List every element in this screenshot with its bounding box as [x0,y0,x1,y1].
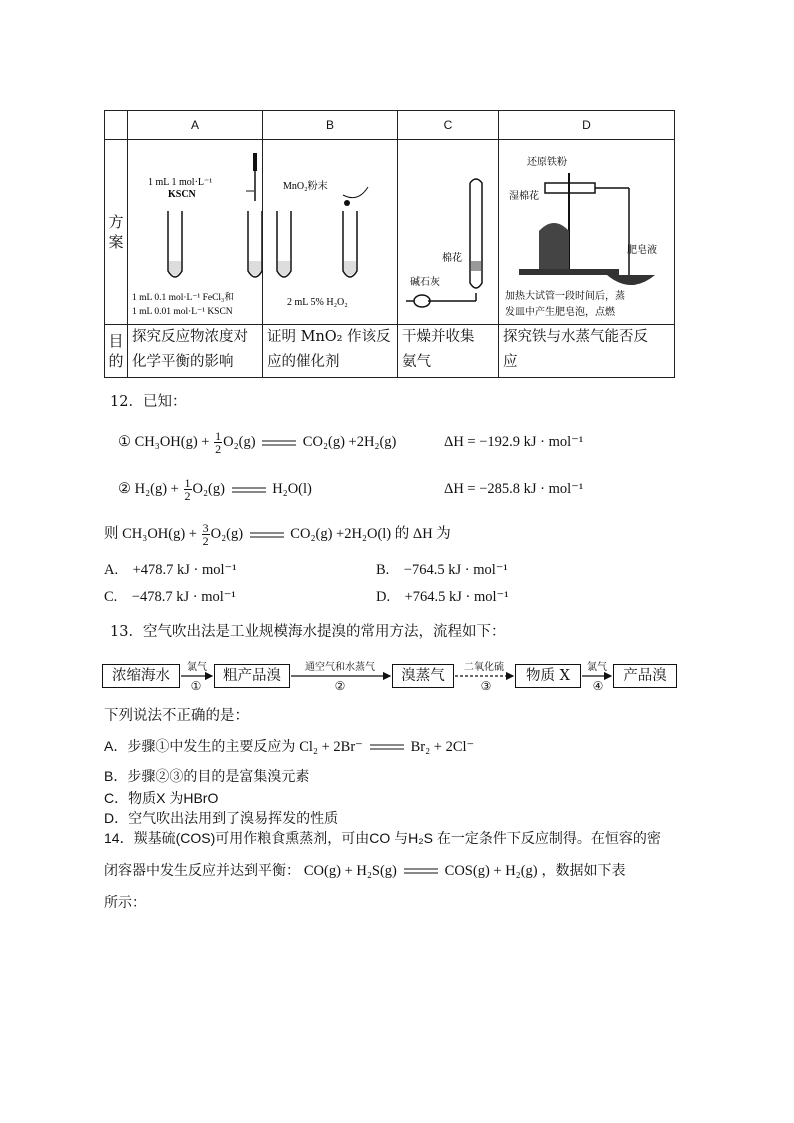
header-d: D [499,111,675,140]
step-2-label: ② [334,679,346,693]
ammonia-collection-figure [398,143,498,321]
arrow-4-top: 氯气 [587,662,607,673]
a-top-label-2: KSCN [168,189,196,201]
flow-box-5: 产品溴 [613,664,677,688]
q12-option-b[interactable]: B. −764.5 kJ · mol⁻¹ [376,562,508,578]
purpose-d: 探究铁与水蒸气能否反 应 [499,325,675,378]
q13-option-c[interactable]: C．物质X 为HBrO [104,790,219,806]
evaporating-dish-icon [607,275,655,285]
soap-label: 肥皂液 [627,245,657,257]
dropper-icon [253,153,257,171]
flow-box-3: 溴蒸气 [392,664,454,688]
q13-title: 13．空气吹出法是工业规模海水提溴的常用方法，流程如下： [110,624,506,640]
flow-box-4: 物质 X [515,664,581,688]
step-1-label: ① [190,679,202,693]
q14-line-1: 14．羰基硫(COS)可用作粮食熏蒸剂，可由CO 与H₂S 在一定条件下反应制得。在恒容的密 [104,830,661,846]
purpose-b: 证明 MnO₂ 作该反 应的催化剂 [263,325,398,378]
iron-powder-label: 还原铁粉 [527,157,567,169]
flow-arrows [0,660,794,700]
powder-icon [344,200,350,206]
purpose-label: 目 的 [105,325,128,378]
q12-dh-1: ΔH = −192.9 kJ · mol⁻¹ [444,434,584,450]
a-top-label: 1 mL 1 mol·L⁻¹ [148,177,213,189]
b-bottom-label: 2 mL 5% H₂O₂ [287,297,348,309]
scheme-c-cell [398,140,499,325]
test-tubes-b-figure [263,143,397,321]
soda-lime-label: 碱石灰 [410,277,440,289]
q12-option-a[interactable]: A. +478.7 kJ · mol⁻¹ [104,562,237,578]
flow-box-1: 浓缩海水 [102,664,180,688]
drying-tube-icon [414,295,430,307]
iron-stand-icon [519,269,619,275]
wet-cotton-label: 湿棉花 [509,191,539,203]
equals-arrow-icon [250,531,284,539]
q12-equation-1: ① CH₃OH(g) + $\frac{1}{2}$ O₂(g) CO₂(g) +2H₂(g) [118,429,397,456]
q12-title: 12．已知： [110,394,187,410]
cotton-label: 棉花 [442,253,462,265]
q13-option-a[interactable]: A．步骤①中发生的主要反应为 Cl₂ + 2Br⁻ Br₂ + 2Cl⁻ [104,738,475,755]
scheme-a-cell [128,140,263,325]
b-top-label: MnO₂粉末 [283,181,328,193]
q13-option-d[interactable]: D．空气吹出法用到了溴易挥发的性质 [104,810,339,826]
scheme-row [105,140,675,325]
header-a: A [128,111,263,140]
scheme-d-cell [499,140,675,325]
equals-arrow-icon [232,486,266,494]
table-header-row [105,111,675,140]
alcohol-lamp-icon [539,223,569,269]
arrow-3-top: 二氧化硫 [464,662,504,673]
q12-option-d[interactable]: D. +764.5 kJ · mol⁻¹ [376,589,509,605]
equals-arrow-icon [262,439,296,447]
purpose-a: 探究反应物浓度对 化学平衡的影响 [128,325,263,378]
experiment-table [104,110,675,378]
scheme-label: 方 案 [105,140,128,325]
q12-question: 则 CH₃OH(g) + $\frac{3}{2}$ O₂(g) CO₂(g) +2H₂O(l) 的 ΔH 为 [104,521,451,549]
step-3-label: ③ [480,679,492,693]
equals-arrow-icon [370,743,404,751]
scheme-b-cell [263,140,398,325]
a-bottom-label-2: 1 mL 0.01 mol·L⁻¹ KSCN [132,307,233,318]
q13-question: 下列说法不正确的是： [104,708,249,724]
header-b: B [263,111,398,140]
q12-option-c[interactable]: C. −478.7 kJ · mol⁻¹ [104,589,236,605]
step-4-label: ④ [592,679,604,693]
cotton-icon [471,261,481,271]
q13-option-b[interactable]: B．步骤②③的目的是富集溴元素 [104,768,310,784]
inverted-tube-icon [470,179,482,288]
arrow-1-top: 氯气 [187,662,207,673]
d-note-line2: 发皿中产生肥皂泡，点燃 [505,307,615,319]
q12-equation-2: ② H₂(g) + $\frac{1}{2}$ O₂(g) H₂O(l) [118,476,312,503]
equilibrium-arrow-icon [404,867,438,875]
q14-line-3: 所示： [104,894,146,910]
test-tubes-a-figure [128,143,262,321]
purpose-row [105,325,675,378]
iron-steam-figure [499,143,671,321]
q12-dh-2: ΔH = −285.8 kJ · mol⁻¹ [444,481,584,497]
a-bottom-label: 1 mL 0.1 mol·L⁻¹ FeCl₃和 [132,293,234,304]
flow-box-2: 粗产品溴 [214,664,290,688]
arrow-2-top: 通空气和水蒸气 [305,662,375,673]
purpose-c: 干燥并收集 氨气 [398,325,499,378]
d-note-line1: 加热大试管一段时间后，蒸 [505,291,625,303]
header-c: C [398,111,499,140]
q14-line-2: 闭容器中发生反应并达到平衡： CO(g) + H₂S(g) COS(g) + H₂(g) ，数据如下表 [104,862,626,879]
